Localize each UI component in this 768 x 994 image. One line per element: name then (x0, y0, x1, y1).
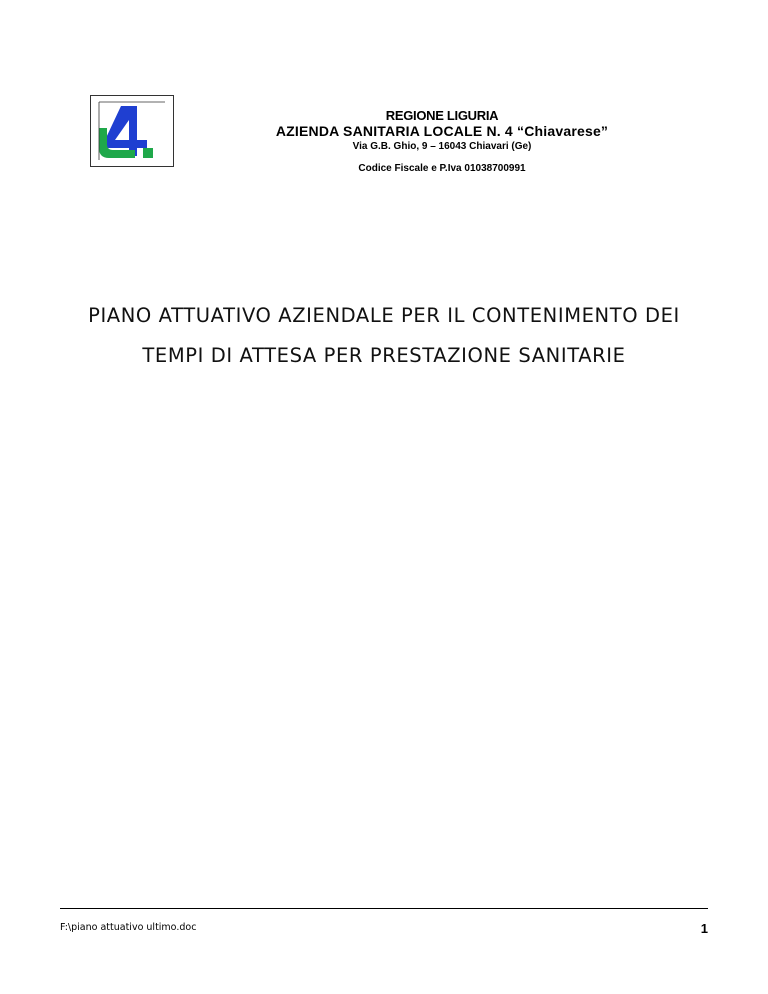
document-title-line-2: TEMPI DI ATTESA PER PRESTAZIONE SANITARIE (142, 344, 626, 367)
document-title (60, 296, 708, 376)
fiscal-code: Codice Fiscale e P.Iva 01038700991 (358, 163, 526, 174)
asl4-logo-icon (91, 96, 173, 166)
page-number: 1 (700, 921, 708, 936)
agency-name: AZIENDA SANITARIA LOCALE N. 4 “Chiavarese” (275, 123, 609, 139)
footer-file-path: F:\piano attuativo ultimo.doc (60, 922, 197, 933)
asl4-logo (90, 95, 174, 167)
region-name: REGIONE LIGURIA (385, 108, 499, 123)
document-title-line-1: PIANO ATTUATIVO AZIENDALE PER IL CONTENIMENTO DEI (88, 304, 680, 327)
footer-divider (60, 908, 708, 909)
agency-address: Via G.B. Ghio, 9 – 16043 Chiavari (Ge) (352, 141, 532, 152)
letterhead (232, 108, 652, 175)
